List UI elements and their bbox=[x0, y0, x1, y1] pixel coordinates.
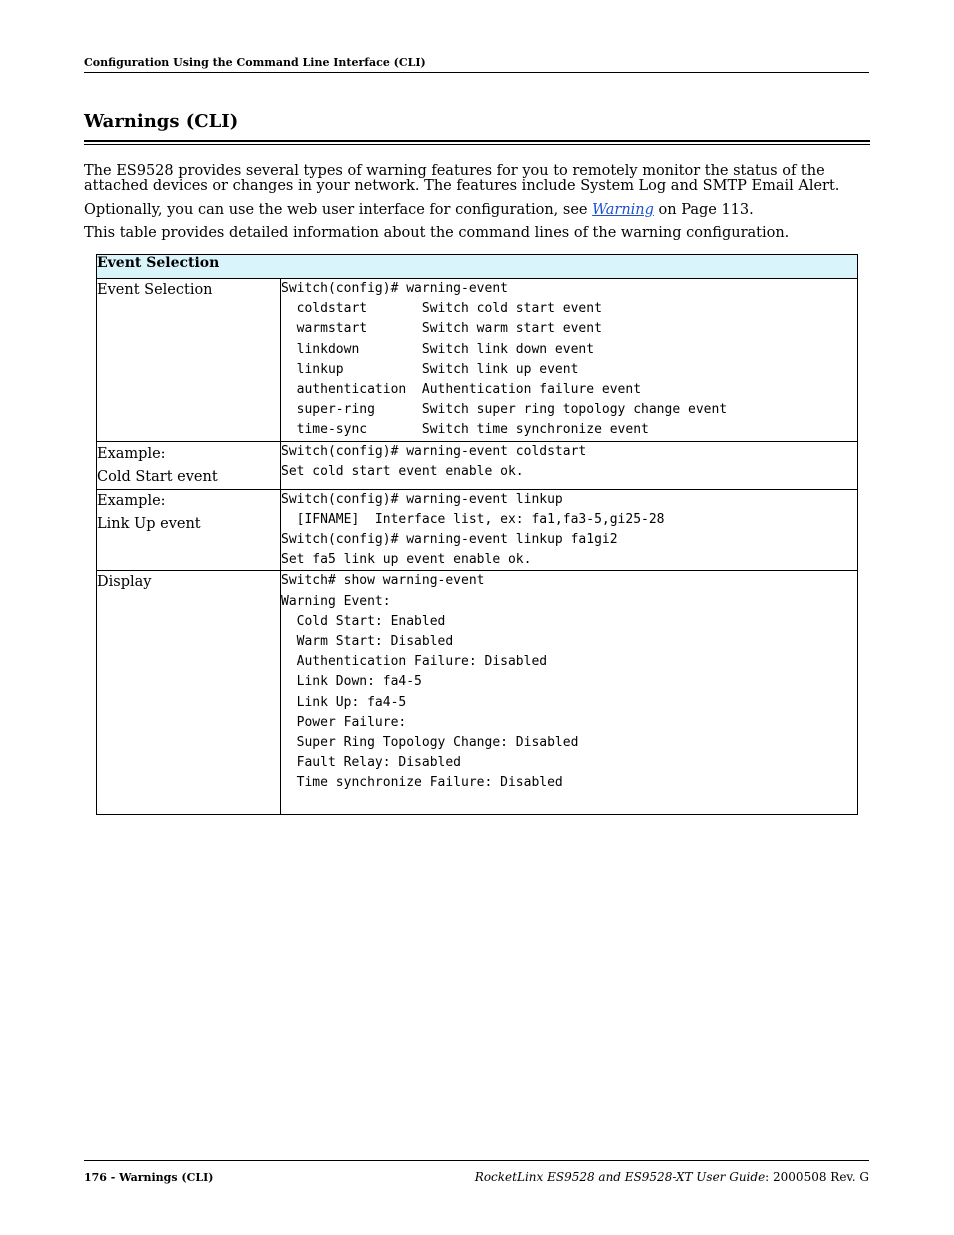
row-label bbox=[97, 441, 281, 489]
footer-rule bbox=[84, 1160, 869, 1161]
row-label-line: Link Up event bbox=[97, 515, 201, 532]
table-header: Event Selection bbox=[97, 255, 858, 279]
web-ui-text-before: Optionally, you can use the web user interface for configuration, see bbox=[84, 202, 593, 218]
running-header: Configuration Using the Command Line Interface (CLI) bbox=[84, 56, 869, 73]
code-block: Switch(config)# warning-event coldstart Set cold start event enable ok. bbox=[281, 443, 587, 479]
footer-guide-title bbox=[475, 1170, 869, 1184]
row-code bbox=[281, 279, 858, 442]
web-ui-text-after: on Page 113. bbox=[653, 202, 754, 218]
row-code bbox=[281, 571, 858, 814]
table-row bbox=[97, 279, 858, 442]
warning-link[interactable]: Warning bbox=[592, 202, 654, 218]
table-intro-paragraph: This table provides detailed information about the command lines of the warning configuration. bbox=[84, 225, 790, 241]
code-block: Switch# show warning-event Warning Event: Cold Start: Enabled Warm Start: Disabled Authentication Failure: Disabled Link Down: fa4-5 Link Up: fa4-5 Power Failure: Super Ring Topology Change: Disabled Fault Relay: Disabled Time synchronize Failure: Disabled bbox=[281, 573, 579, 791]
cli-table bbox=[96, 254, 858, 815]
intro-paragraph: The ES9528 provides several types of warning features for you to remotely monitor the status of the attached devices or changes in your network. The features include System Log and SMTP Email Alert. bbox=[84, 163, 840, 194]
code-block: Switch(config)# warning-event linkup [IFNAME] Interface list, ex: fa1,fa3-5,gi25-28 Switch(config)# warning-event linkup fa1gi2 Set fa5 link up event enable ok. bbox=[281, 491, 665, 568]
row-label-line: Example: bbox=[97, 492, 166, 509]
row-label bbox=[97, 489, 281, 571]
row-code bbox=[281, 489, 858, 571]
row-label-line: Display bbox=[97, 574, 152, 591]
row-label bbox=[97, 279, 281, 442]
title-rule bbox=[84, 140, 870, 145]
row-label bbox=[97, 571, 281, 814]
footer-guide-revision: : 2000508 Rev. G bbox=[765, 1170, 869, 1184]
footer-page-label: 176 - Warnings (CLI) bbox=[84, 1171, 214, 1184]
row-label-line: Cold Start event bbox=[97, 468, 218, 485]
footer-guide-name: RocketLinx ES9528 and ES9528-XT User Guide bbox=[474, 1170, 766, 1184]
row-label-line: Event Selection bbox=[97, 282, 213, 298]
row-label-line: Example: bbox=[97, 445, 166, 462]
code-block: Switch(config)# warning-event coldstart Switch cold start event warmstart Switch warm start event linkdown Switch link down event linkup Switch link up event authentication Authentication failure event super-ring Switch super ring topology change event time-sync Switch time synchronize event bbox=[281, 281, 728, 438]
table-row bbox=[97, 489, 858, 571]
section-title: Warnings (CLI) bbox=[84, 111, 239, 132]
row-code bbox=[281, 441, 858, 489]
table-row bbox=[97, 441, 858, 489]
web-ui-paragraph bbox=[84, 203, 874, 218]
table-row bbox=[97, 571, 858, 814]
